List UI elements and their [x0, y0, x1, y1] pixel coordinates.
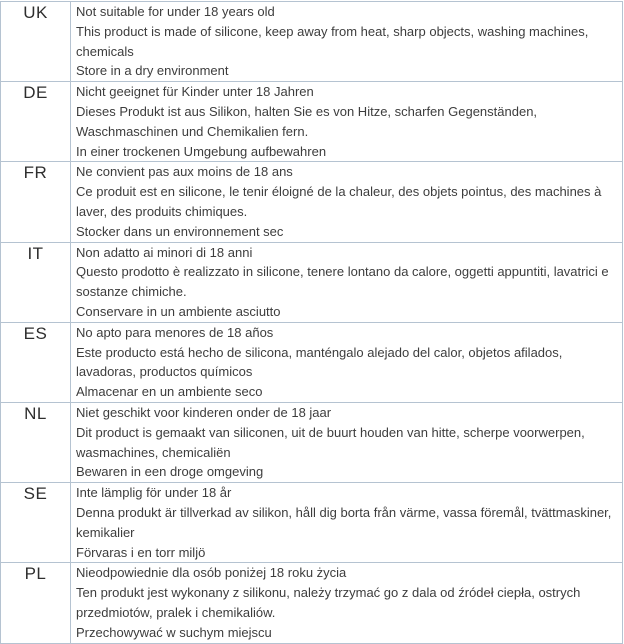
table-row-uk	[1, 2, 623, 82]
table-row-se	[1, 483, 623, 563]
warning-line-3: Store in a dry environment	[76, 63, 229, 79]
warning-line-3: Bewaren in een droge omgeving	[76, 464, 264, 480]
language-code-se: SE	[1, 483, 71, 563]
warning-text-cell-se	[71, 483, 623, 563]
table-row-it	[1, 242, 623, 322]
table-row-de	[1, 82, 623, 162]
language-code-es: ES	[1, 322, 71, 402]
warning-line-3: Stocker dans un environnement sec	[76, 223, 284, 239]
warning-text-cell-fr	[71, 162, 623, 242]
warning-line-2: Este producto está hecho de silicona, manténgalo alejado del calor, objetos afilados, lavadoras, productos químicos	[76, 344, 563, 380]
language-code-pl: PL	[1, 563, 71, 643]
warning-text-cell-it	[71, 242, 623, 322]
warning-line-2: Denna produkt är tillverkad av silikon, håll dig borta från värme, vassa föremål, tvättmaskiner, kemikalier	[76, 504, 612, 540]
language-code-it: IT	[1, 242, 71, 322]
warning-line-3: Conservare in un ambiente asciutto	[76, 303, 281, 319]
warning-text-cell-uk	[71, 2, 623, 82]
warning-line-2: Ten produkt jest wykonany z silikonu, należy trzymać go z dala od źródeł ciepła, ostrych przedmiotów, pralek i chemikaliów.	[76, 585, 581, 620]
warning-line-3: Przechowywać w suchym miejscu	[76, 624, 272, 640]
table-row-es	[1, 322, 623, 402]
warning-text-cell-es	[71, 322, 623, 402]
language-code-uk: UK	[1, 2, 71, 82]
warning-line-1: Not suitable for under 18 years old	[76, 4, 275, 19]
warning-line-2: Ce produit est en silicone, le tenir éloigné de la chaleur, des objets pointus, des machines à laver, des produits chimiques.	[76, 184, 602, 219]
warning-text-cell-de	[71, 82, 623, 162]
warning-line-1: No apto para menores de 18 años	[76, 324, 274, 340]
warning-line-3: Förvaras i en torr miljö	[76, 544, 206, 560]
warning-line-1: Ne convient pas aux moins de 18 ans	[76, 164, 293, 180]
warning-text-cell-pl	[71, 563, 623, 643]
language-code-nl: NL	[1, 402, 71, 482]
warning-line-1: Non adatto ai minori di 18 anni	[76, 244, 253, 260]
warning-line-3: In einer trockenen Umgebung aufbewahren	[76, 143, 327, 159]
language-code-de: DE	[1, 82, 71, 162]
language-code-fr: FR	[1, 162, 71, 242]
table-row-pl	[1, 563, 623, 643]
warning-line-1: Niet geschikt voor kinderen onder de 18 jaar	[76, 404, 332, 420]
warning-line-2: Questo prodotto è realizzato in silicone, tenere lontano da calore, oggetti appuntiti, lavatrici e sostanze chimiche.	[76, 264, 609, 300]
warning-line-2: Dieses Produkt ist aus Silikon, halten Sie es von Hitze, scharfen Gegenständen, Waschmaschinen und Chemikalien fern.	[76, 103, 538, 139]
warning-line-2: This product is made of silicone, keep away from heat, sharp objects, washing machines, chemicals	[76, 23, 589, 59]
warning-text-cell-nl	[71, 402, 623, 482]
table-row-fr	[1, 162, 623, 242]
table-row-nl	[1, 402, 623, 482]
warning-line-3: Almacenar en un ambiente seco	[76, 384, 263, 400]
warning-line-1: Inte lämplig för under 18 år	[76, 485, 232, 501]
warning-line-1: Nicht geeignet für Kinder unter 18 Jahren	[76, 84, 314, 100]
multilingual-warning-table	[0, 1, 623, 644]
warning-line-2: Dit product is gemaakt van siliconen, uit de buurt houden van hitte, scherpe voorwerpen, wasmachines, chemicaliën	[76, 424, 585, 460]
warning-line-1: Nieodpowiednie dla osób poniżej 18 roku życia	[76, 565, 347, 581]
